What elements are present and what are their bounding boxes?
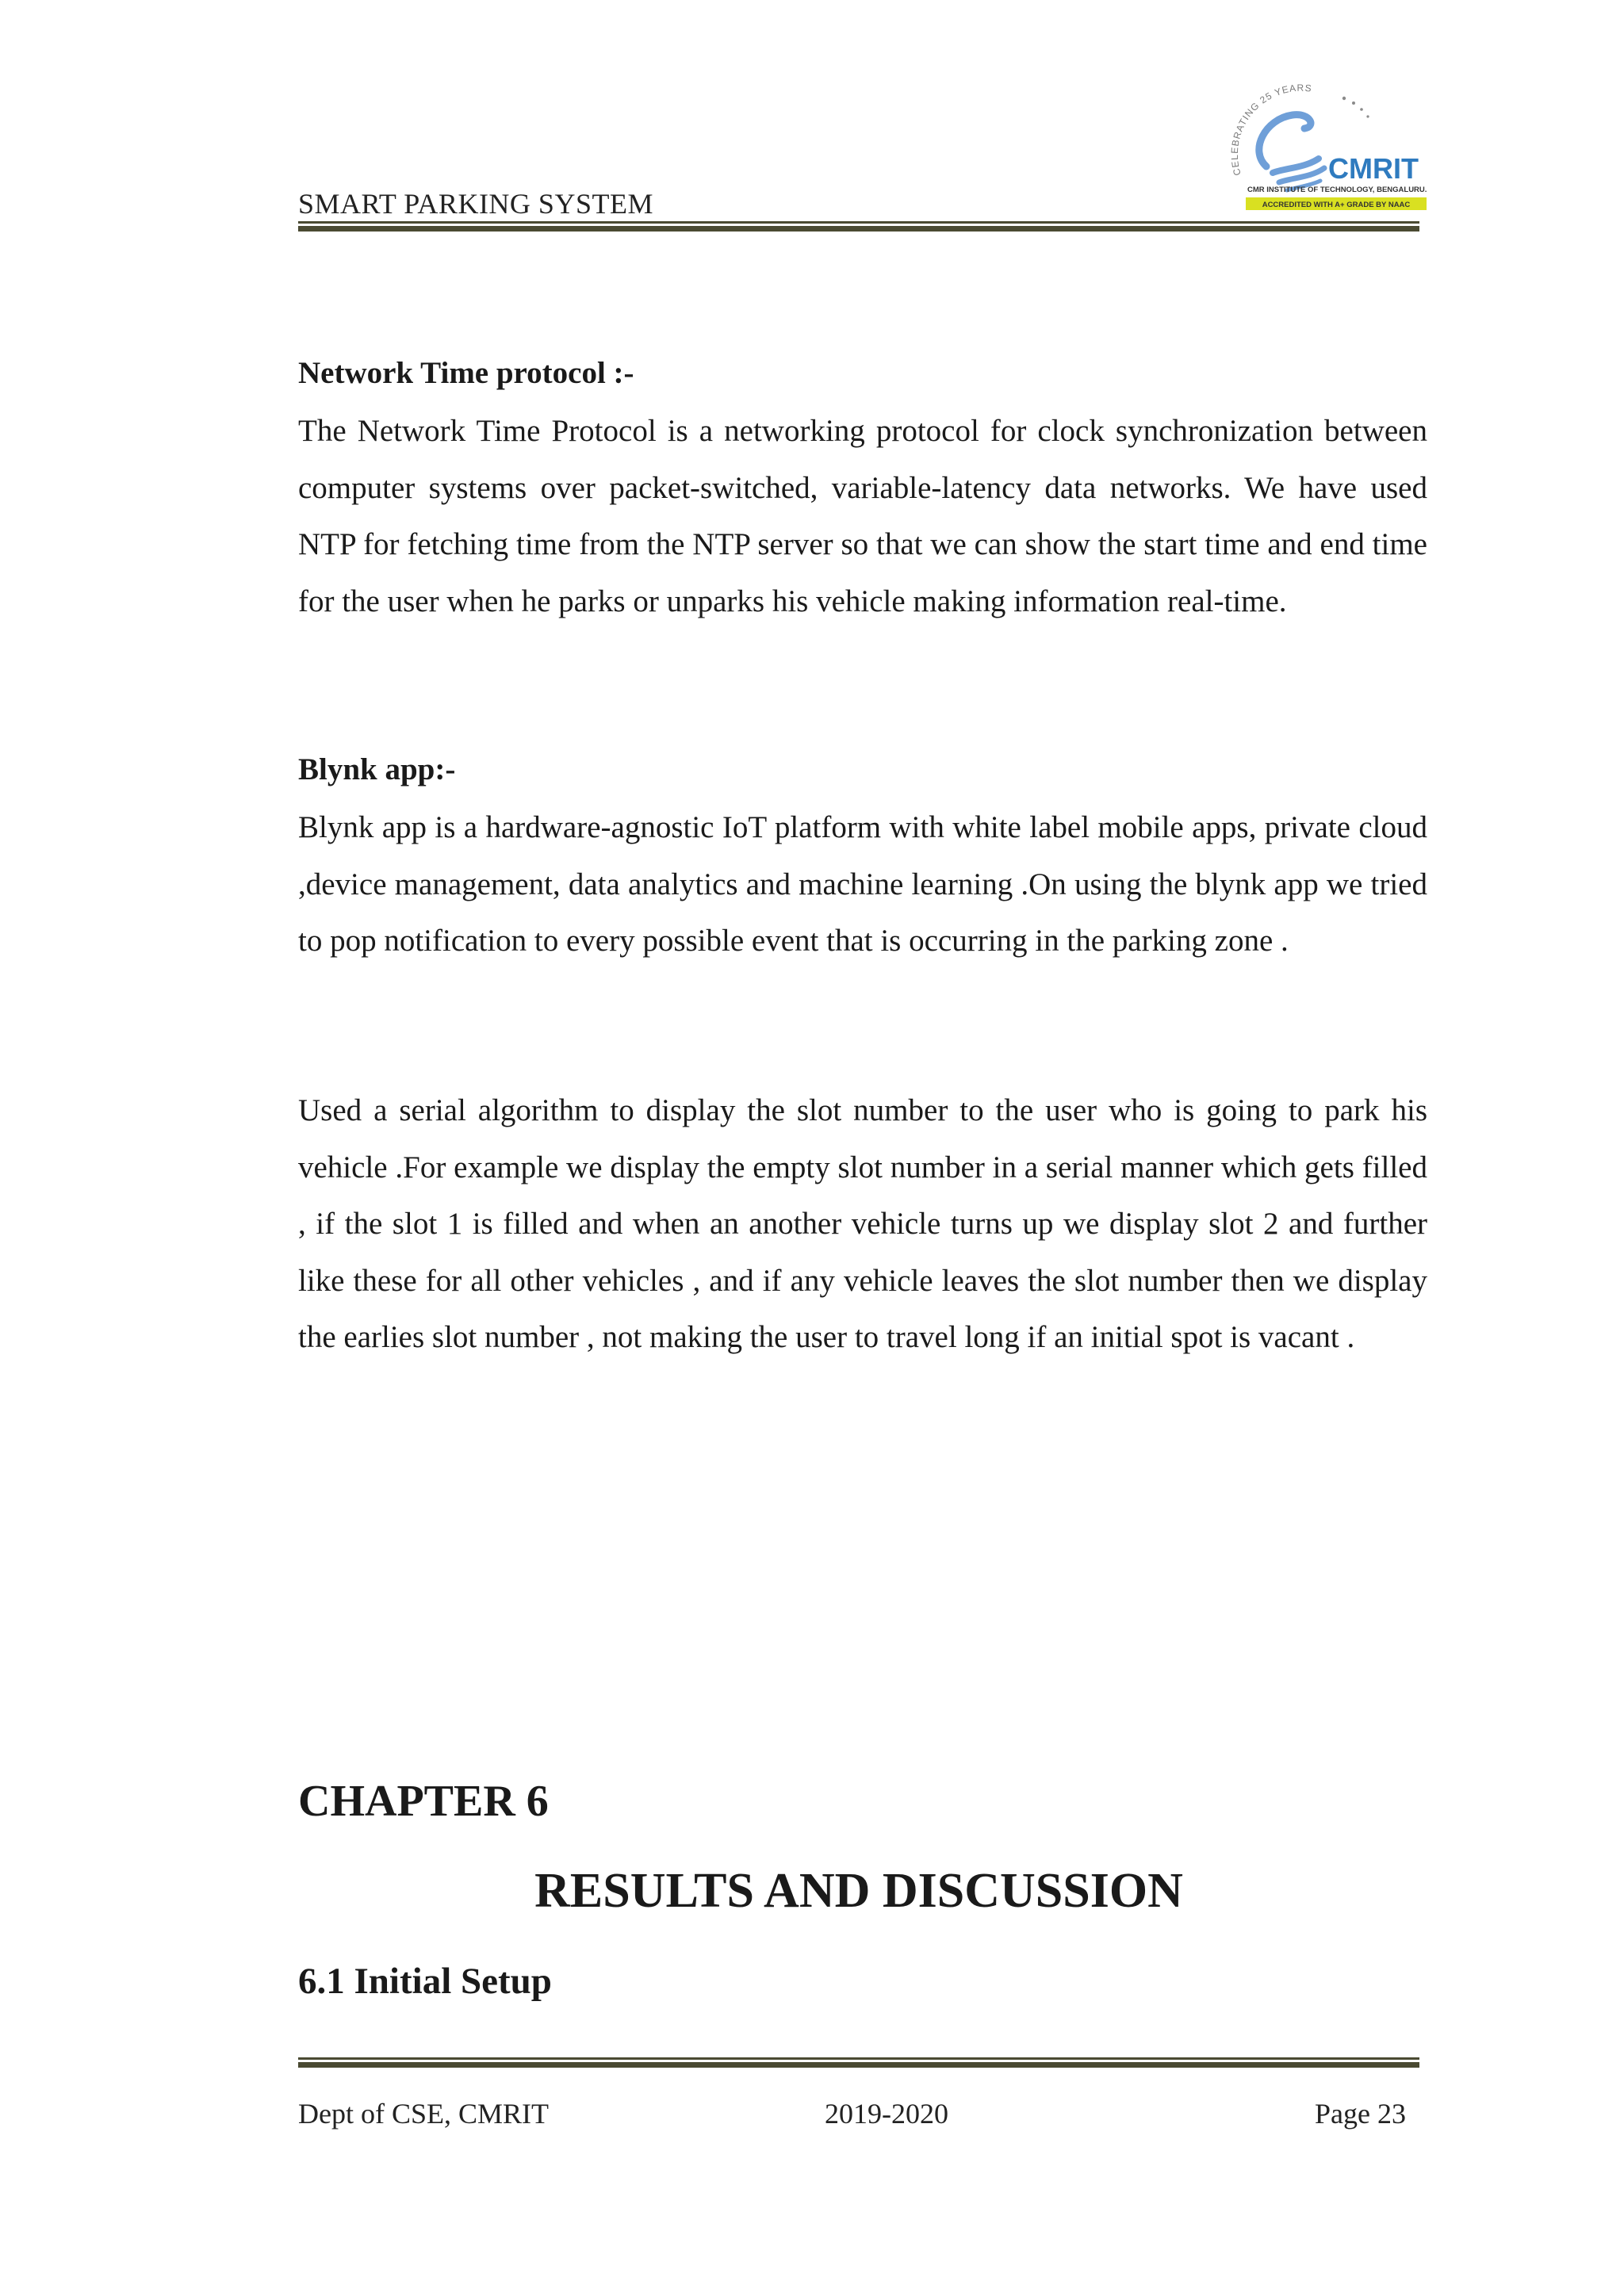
logo-arc-text: CELEBRATING 25 YEARS xyxy=(1228,82,1313,177)
logo-accreditation: ACCREDITED WITH A+ GRADE BY NAAC xyxy=(1262,201,1411,209)
logo-dots xyxy=(1342,97,1369,118)
paragraph-blynk: Blynk app is a hardware-agnostic IoT platform with white label mobile apps, private cloud ,device management, data analytics and machine learning .On using the blynk app we tried to pop notification to every possible event that is occurring in the parking zone . xyxy=(298,810,1427,958)
footer-year: 2019-2020 xyxy=(825,2098,948,2130)
logo-institute: CMR INSTITUTE OF TECHNOLOGY, BENGALURU. xyxy=(1247,186,1427,194)
section-heading-ntp: Network Time protocol :- xyxy=(298,356,634,390)
footer-page-number: Page 23 xyxy=(1315,2098,1406,2130)
swan-icon xyxy=(1259,115,1324,190)
footer-rule-top xyxy=(298,2057,1419,2060)
footer-rule-bottom xyxy=(298,2062,1419,2068)
section-heading-blynk: Blynk app:- xyxy=(298,752,456,786)
footer-dept: Dept of CSE, CMRIT xyxy=(298,2098,550,2130)
subsection-heading: 6.1 Initial Setup xyxy=(298,1961,552,2002)
cmrit-logo xyxy=(1217,79,1427,214)
chapter-title: RESULTS AND DISCUSSION xyxy=(534,1864,1183,1918)
header-rule-bottom xyxy=(298,226,1419,232)
running-header-title: SMART PARKING SYSTEM xyxy=(298,188,653,220)
logo-brand: CMRIT xyxy=(1328,152,1419,185)
paragraph-ntp: The Network Time Protocol is a networking protocol for clock synchronization between computer systems over packet-switched, variable-latency data networks. We have used NTP for fetching time from the NTP server so that we can show the start time and end time for the user when he parks or unparks his vehicle making information real-time. xyxy=(298,414,1427,618)
paragraph-serial-algorithm: Used a serial algorithm to display the slot number to the user who is going to park his vehicle .For example we display the empty slot number in a serial manner which gets filled , if the slot 1 is filled and when an another vehicle turns up we display slot 2 and further like these for all other vehicles , and if any vehicle leaves the slot number then we display the earlies slot number , not making the user to travel long if an initial spot is vacant . xyxy=(298,1093,1427,1354)
chapter-label: CHAPTER 6 xyxy=(298,1777,549,1826)
header-rule-top xyxy=(298,221,1419,224)
